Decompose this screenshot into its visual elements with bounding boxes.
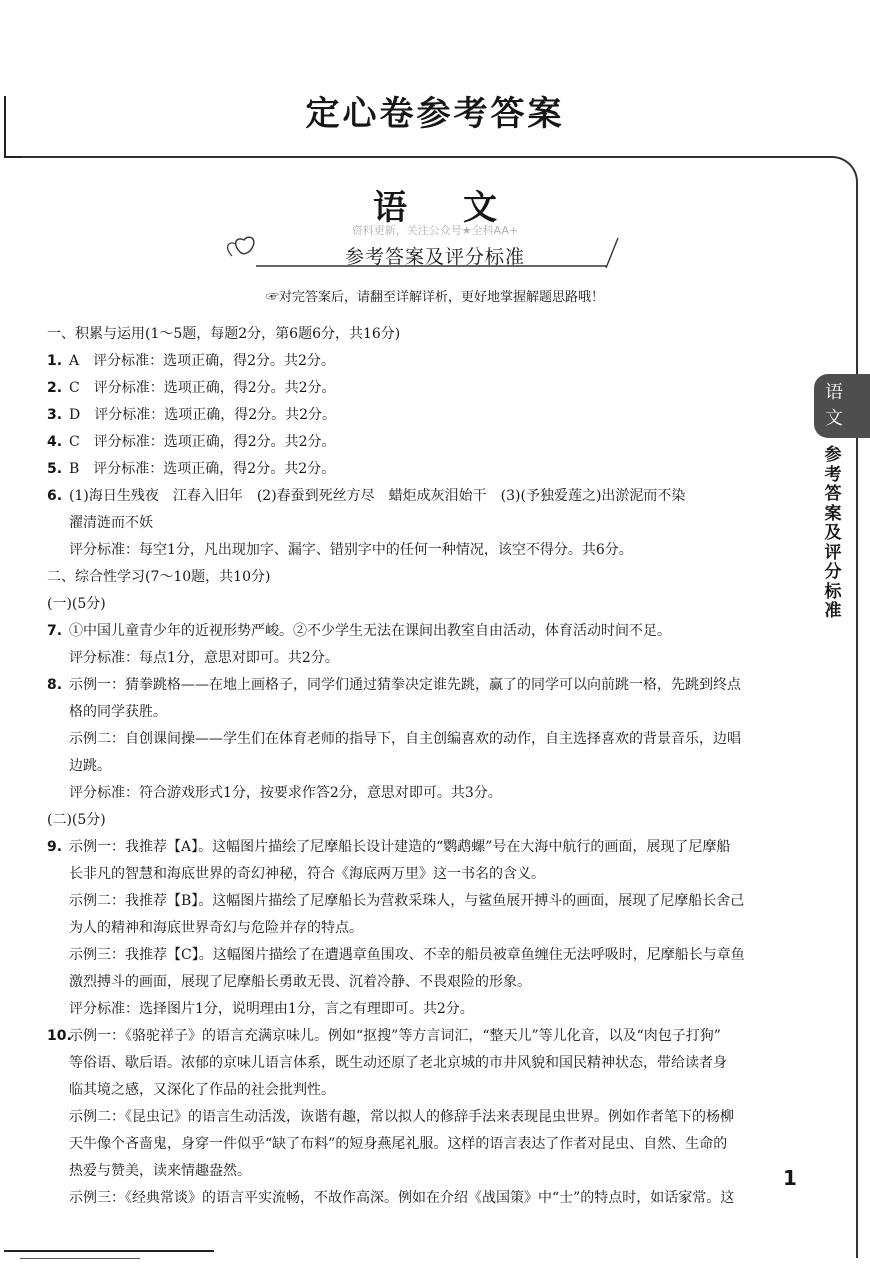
answer-line — [47, 888, 813, 915]
question-number: 1. — [47, 353, 63, 369]
footer-line-secondary — [20, 1258, 140, 1259]
answer-text: 长非凡的智慧和海底世界的奇幻神秘，符合《海底两万里》这一书名的含义。 — [69, 866, 545, 882]
question-number: 2. — [47, 380, 63, 396]
answer-text: 评分标准：符合游戏形式1分，按要求作答2分，意思对即可。共3分。 — [69, 785, 502, 801]
answer-line — [47, 807, 813, 834]
banner-title: 参考答案及评分标准 — [344, 246, 525, 268]
answer-line — [47, 456, 813, 483]
side-tab-label: 语文 — [825, 382, 843, 429]
answer-line — [47, 915, 813, 942]
answer-line — [47, 591, 813, 618]
answer-text: 为人的精神和海底世界奇幻与危险并存的特点。 — [69, 920, 363, 936]
answer-line — [47, 1050, 813, 1077]
question-number: 4. — [47, 434, 63, 450]
answer-line — [47, 861, 813, 888]
answer-line — [47, 348, 813, 375]
answer-line — [47, 1185, 813, 1212]
question-number: 8. — [47, 677, 63, 693]
page-number: 1 — [783, 1166, 797, 1190]
answer-text: D 评分标准：选项正确，得2分。共2分。 — [69, 407, 337, 423]
answer-text: C 评分标准：选项正确，得2分。共2分。 — [69, 380, 336, 396]
answer-text: 示例三：《经典常谈》的语言平实流畅，不故作高深。例如在介绍《战国策》中“士”的特点时，如话家常。这 — [69, 1190, 735, 1206]
answer-text: (1)海日生残夜 江春入旧年 (2)春蚕到死丝方尽 蜡炬成灰泪始干 (3)(予独爱莲之)出淤泥而不染 — [69, 488, 686, 504]
answer-text: 示例三：我推荐【C】。这幅图片描绘了在遭遇章鱼围攻、不幸的船员被章鱼缠住无法呼吸时，尼摩船长与章鱼 — [69, 947, 745, 963]
answer-line — [47, 1077, 813, 1104]
answer-line — [47, 780, 813, 807]
answer-line — [47, 1158, 813, 1185]
tip-line: ☞对完答案后，请翻至详解详析，更好地掌握解题思路哦！ — [265, 290, 604, 305]
answer-line — [47, 537, 813, 564]
answer-line — [47, 618, 813, 645]
answer-text: 激烈搏斗的画面，展现了尼摩船长勇敢无畏、沉着冷静、不畏艰险的形象。 — [69, 974, 531, 990]
answer-text: 示例二：我推荐【B】。这幅图片描绘了尼摩船长为营救采珠人，与鲨鱼展开搏斗的画面，展现了尼摩船长舍己 — [69, 893, 745, 909]
answer-text: 示例二：自创课间操——学生们在体育老师的指导下，自主创编喜欢的动作，自主选择喜欢的背景音乐，边唱 — [69, 731, 741, 747]
answer-line — [47, 969, 813, 996]
footer-line — [4, 1250, 214, 1252]
question-number: 9. — [47, 839, 63, 855]
answer-line — [47, 1023, 813, 1050]
answer-text: 边跳。 — [69, 758, 111, 774]
answer-line — [47, 672, 813, 699]
answer-text: B 评分标准：选项正确，得2分。共2分。 — [69, 461, 336, 477]
answer-content — [47, 321, 813, 1212]
answer-text: 等俗语、歇后语。浓郁的京味儿语言体系，既生动还原了老北京城的市井风貌和国民精神状态，带给读者身 — [69, 1055, 727, 1071]
answer-text: 天牛像个吝啬鬼，身穿一件似乎“缺了布料”的短身燕尾礼服。这样的语言表达了作者对昆虫、自然、生命的 — [69, 1136, 728, 1152]
answer-text: 评分标准：每点1分，意思对即可。共2分。 — [69, 650, 339, 666]
answer-text: 一、积累与运用(1～5题，每题2分，第6题6分，共16分) — [47, 326, 401, 342]
answer-text: 示例一：《骆驼祥子》的语言充满京味儿。例如“抠搜”等方言词汇，“整天儿”等儿化音，以及“肉包子打狗” — [69, 1028, 721, 1044]
answer-line — [47, 942, 813, 969]
answer-text: 格的同学获胜。 — [69, 704, 167, 720]
header-title: 定心卷参考答案 — [305, 94, 565, 134]
answer-line — [47, 996, 813, 1023]
answer-line — [47, 753, 813, 780]
answer-line — [47, 645, 813, 672]
question-number: 3. — [47, 407, 63, 423]
answer-line — [47, 834, 813, 861]
answer-text: 示例二：《昆虫记》的语言生动活泼，诙谐有趣，常以拟人的修辞手法来表现昆虫世界。例如作者笔下的杨柳 — [69, 1109, 734, 1125]
question-number: 7. — [47, 623, 63, 639]
answer-line — [47, 1104, 813, 1131]
answer-text: ①中国儿童青少年的近视形势严峻。②不少学生无法在课间出教室自由活动，体育活动时间不足。 — [69, 623, 671, 639]
answer-text: (二)(5分) — [47, 812, 106, 828]
answer-text: 示例一：我推荐【A】。这幅图片描绘了尼摩船长设计建造的“鹦鹉螺”号在大海中航行的画面，展现了尼摩船 — [69, 839, 731, 855]
answer-line — [47, 321, 813, 348]
answer-line — [47, 429, 813, 456]
answer-text: 示例一：猜拳跳格——在地上画格子，同学们通过猜拳决定谁先跳，赢了的同学可以向前跳一格，先跳到终点 — [69, 677, 741, 693]
question-number: 5. — [47, 461, 63, 477]
question-number: 6. — [47, 488, 63, 504]
answer-text: 二、综合性学习(7～10题，共10分) — [47, 569, 271, 585]
answer-line — [47, 726, 813, 753]
answer-line — [47, 1131, 813, 1158]
answer-text: 评分标准：选择图片1分，说明理由1分，言之有理即可。共2分。 — [69, 1001, 474, 1017]
answer-text: 临其境之感，又深化了作品的社会批判性。 — [69, 1082, 335, 1098]
question-number: 10. — [47, 1028, 72, 1044]
subject-title: 语文 — [373, 188, 553, 228]
answer-text: 濯清涟而不妖 — [69, 515, 153, 531]
watermark-text: 资料更新，关注公众号★全科AA+ — [351, 224, 519, 237]
answer-line — [47, 564, 813, 591]
answer-line — [47, 402, 813, 429]
answer-line — [47, 483, 813, 510]
answer-text: 热爱与赞美，读来情趣盎然。 — [69, 1163, 251, 1179]
side-section-label: 参考答案及评分标准 — [824, 445, 842, 621]
answer-text: (一)(5分) — [47, 596, 106, 612]
answer-text: A 评分标准：选项正确，得2分。共2分。 — [69, 353, 335, 369]
answer-text: 评分标准：每空1分，凡出现加字、漏字、错别字中的任何一种情况，该空不得分。共6分。 — [69, 542, 633, 558]
answer-line — [47, 699, 813, 726]
answer-line — [47, 510, 813, 537]
answer-text: C 评分标准：选项正确，得2分。共2分。 — [69, 434, 336, 450]
answer-line — [47, 375, 813, 402]
